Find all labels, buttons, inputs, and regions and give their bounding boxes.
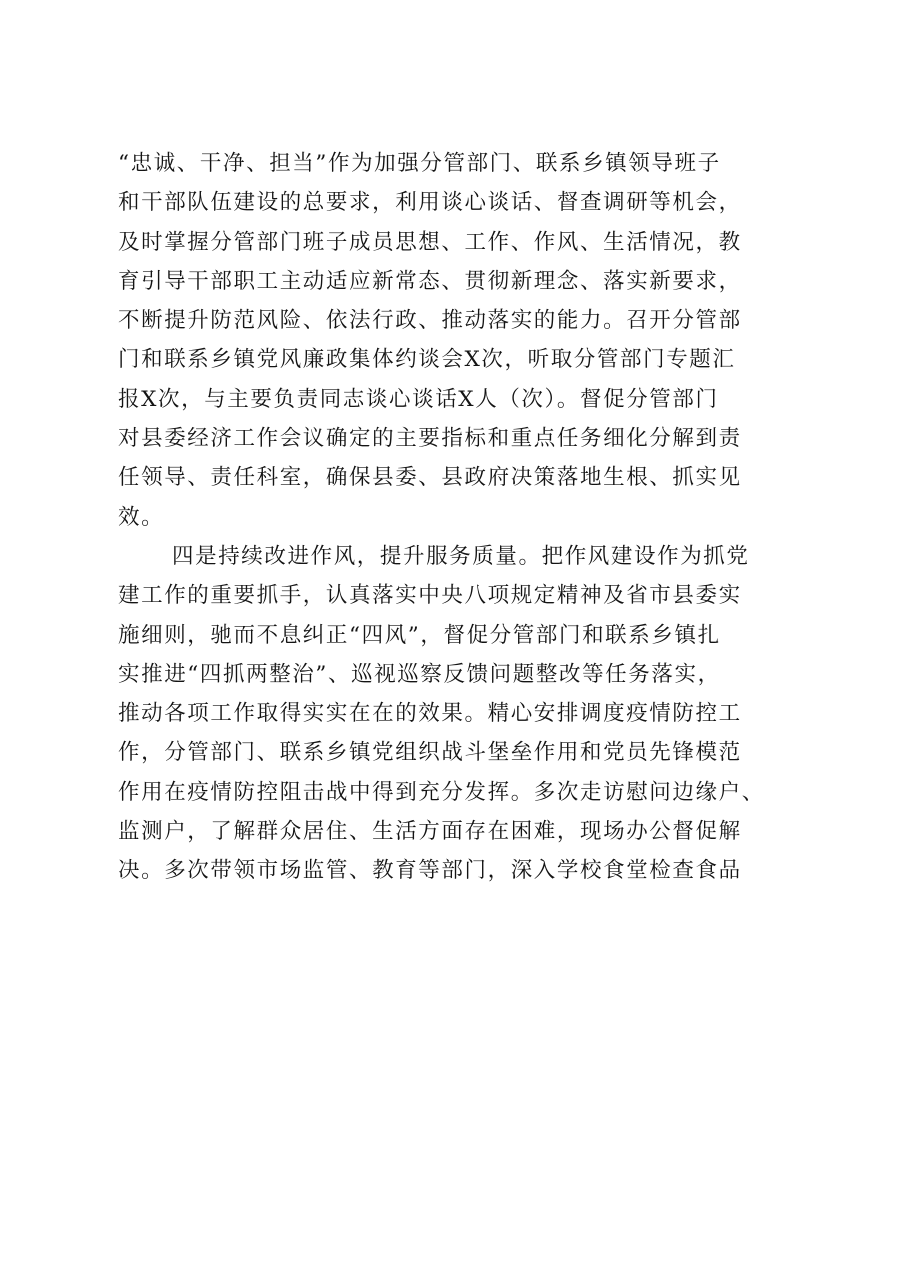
paragraph-start-line: 四是持续改进作风，提升服务质量。把作风建设作为抓党 <box>172 543 750 569</box>
text-line: 效。 <box>118 504 165 530</box>
text-line: 作用在疫情防控阻击战中得到充分发挥。多次走访慰问边缘户、 <box>118 779 765 805</box>
text-line: 对县委经济工作会议确定的主要指标和重点任务细化分解到责 <box>118 426 742 452</box>
text-line: 及时掌握分管部门班子成员思想、工作、作风、生活情况，教 <box>118 229 742 255</box>
text-line: 门和联系乡镇党风廉政集体约谈会X次，听取分管部门专题汇 <box>118 347 736 373</box>
text-line: 任领导、责任科室，确保县委、县政府决策落地生根、抓实见 <box>118 465 742 491</box>
text-line: 实推进“四抓两整治”、巡视巡察反馈问题整改等任务落实， <box>118 661 721 687</box>
text-line: 作，分管部门、联系乡镇党组织战斗堡垒作用和党员先锋模范 <box>118 740 742 766</box>
text-line: “忠诚、干净、担当”作为加强分管部门、联系乡镇领导班子 <box>118 151 721 176</box>
document-body <box>118 144 798 891</box>
text-line: 监测户，了解群众居住、生活方面存在困难，现场办公督促解 <box>118 819 742 845</box>
text-line: 不断提升防范风险、依法行政、推动落实的能力。召开分管部 <box>118 308 742 334</box>
text-line: 和干部队伍建设的总要求，利用谈心谈话、督查调研等机会， <box>118 190 742 216</box>
text-line: 施细则，驰而不息纠正“四风”，督促分管部门和联系乡镇扎 <box>118 622 721 648</box>
text-line: 报X次，与主要负责同志谈心谈话X人（次）。督促分管部门 <box>118 386 719 412</box>
text-line: 决。多次带领市场监管、教育等部门，深入学校食堂检查食品 <box>118 858 742 884</box>
text-line: 推动各项工作取得实实在在的效果。精心安排调度疫情防控工 <box>118 701 742 727</box>
text-line: 建工作的重要抓手，认真落实中央八项规定精神及省市县委实 <box>118 583 742 609</box>
text-line: 育引导干部职工主动适应新常态、贯彻新理念、落实新要求， <box>118 268 742 294</box>
